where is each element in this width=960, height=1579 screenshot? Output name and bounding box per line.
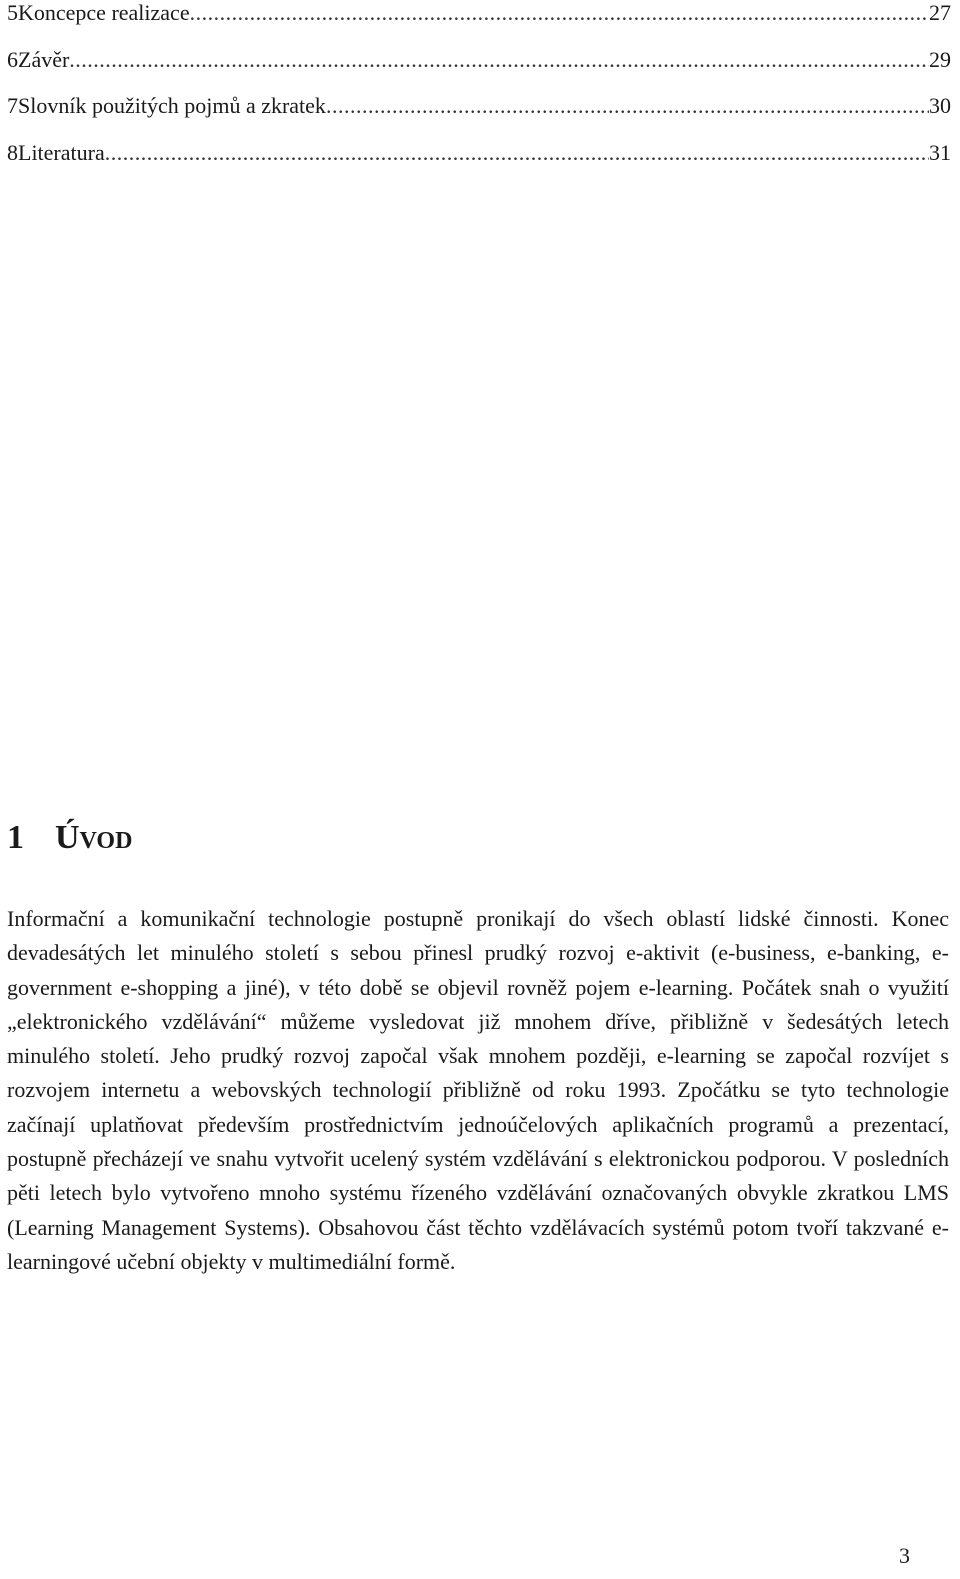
- toc-leader-dots: [105, 140, 929, 166]
- toc-entry-page: 27: [929, 0, 951, 25]
- toc-entry-number: 5: [7, 0, 18, 25]
- toc-entry[interactable]: [7, 140, 951, 187]
- toc-leader-dots: [69, 47, 929, 73]
- toc-entry-title: Koncepce realizace: [18, 0, 190, 25]
- toc-entry-number: 8: [7, 139, 18, 165]
- toc-entry[interactable]: [7, 93, 951, 140]
- page-number: 3: [899, 1543, 910, 1568]
- toc-entry-page: 29: [929, 46, 951, 72]
- toc-entry-title: Slovník použitých pojmů a zkratek: [18, 93, 326, 118]
- chapter-number: 1: [7, 818, 24, 856]
- table-of-contents: [7, 0, 951, 186]
- toc-entry-page: 31: [929, 139, 951, 165]
- toc-leader-dots: [326, 93, 929, 119]
- toc-entry-number: 7: [7, 93, 18, 118]
- body-paragraph: Informační a komunikační technologie postupně pronikají do všech oblastí lidské činnosti. Konec devadesátých let minulého století s sebou přinesl prudký rozvoj e-aktivit (e-business, e-banking, e-government e-shopping a jiné), v této době se objevil rovněž pojem e-learning. Počátek snah o využití „elektronického vzdělávání“ můžeme vysledovat již mnohem dříve, přibližně v šedesátých letech minulého století. Jeho prudký rozvoj započal však mnohem později, e-learning se započal rozvíjet s rozvojem internetu a webovských technologií přibližně od roku 1993. Zpočátku se tyto technologie začínají uplatňovat především prostřednictvím jednoúčelových aplikačních programů a prezentací, postupně přecházejí ve snahu vytvořit ucelený systém vzdělávání s elektronickou podporou. V posledních pěti letech bylo vytvořeno mnoho systému řízeného vzdělávání označovaných obvykle zkratkou LMS (Learning Management Systems). Obsahovou část těchto vzdělávacích systémů potom tvoří takzvané e-learningové učební objekty v multimediální formě.: [7, 906, 949, 1274]
- toc-entry-title: Závěr: [18, 46, 70, 72]
- chapter-heading: [7, 819, 132, 857]
- toc-leader-dots: [190, 0, 929, 26]
- toc-entry-number: 6: [7, 46, 18, 72]
- chapter-title: Úvod: [55, 818, 133, 856]
- toc-entry-page: 30: [929, 93, 951, 118]
- toc-entry[interactable]: [7, 0, 951, 47]
- toc-entry[interactable]: [7, 47, 951, 94]
- toc-entry-title: Literatura: [18, 139, 105, 165]
